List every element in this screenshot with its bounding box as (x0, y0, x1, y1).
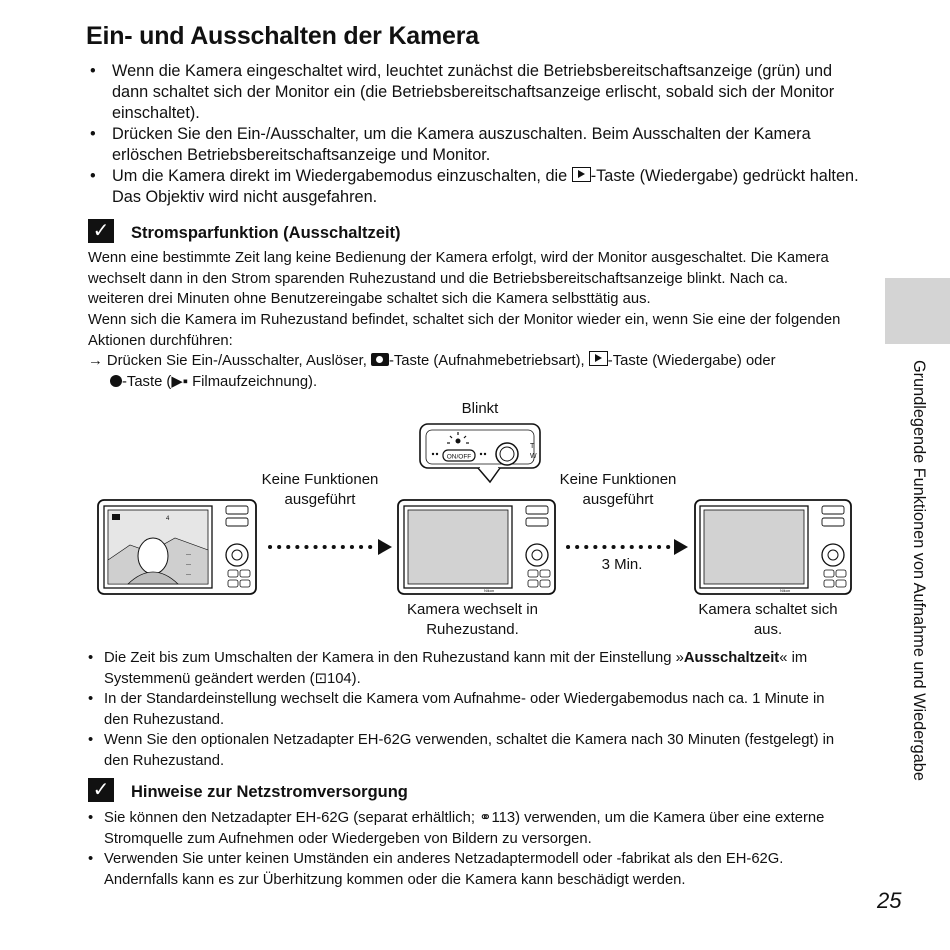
svg-text:4: 4 (166, 516, 170, 522)
time-label: 3 Min. (601, 556, 643, 573)
lower-bullet-1-ref: 104). (326, 670, 361, 687)
intro-bullet-3-text-a: Um die Kamera direkt im Wiedergabemodus einzuschalten, die (112, 167, 572, 185)
camera-sleep-illustration (398, 500, 555, 594)
note2-bullet-1-text-a: Sie können den Netzadapter EH-62G (separat erhältlich; (104, 810, 480, 826)
lower-bullet-1-text-b: « im Systemmenü geändert werden ( (104, 650, 808, 687)
auto-off-setting-name: Ausschaltzeit (683, 650, 780, 666)
power-button-label: ON/OFF (446, 453, 472, 461)
note-icon: ✓ (88, 778, 114, 802)
note2-bullet-1 (88, 808, 848, 849)
sleep-label: Kamera wechselt in Ruhezustand. (407, 601, 538, 638)
auto-off-label: Kamera schaltet sich aus. (698, 601, 838, 638)
page-title: Ein- und Ausschalten der Kamera (86, 22, 479, 50)
note2-bullet-list (88, 808, 848, 890)
lower-bullet-3: • Wenn Sie den optionalen Netzadapter EH-62G verwenden, schaltet die Kamera nach 30 Minuten (festgelegt) in den Ruhezustand. (88, 730, 848, 771)
right-arrow-icon: → (88, 353, 107, 369)
svg-text:—: — (186, 562, 191, 568)
movie-camera-icon: ▶▪ (171, 373, 188, 390)
svg-text:—: — (186, 572, 191, 578)
note1-paragraph-2: Wenn sich die Kamera im Ruhezustand befindet, schaltet sich der Monitor wieder ein, wenn Sie eine der folgenden Aktionen durchführen: (88, 312, 841, 349)
intro-bullet-3-text-b: -Taste (Wiedergabe) gedrückt halten. Das Objektiv wird nicht ausgefahren. (112, 167, 859, 206)
lower-bullet-2: • In der Standardeinstellung wechselt die Kamera vom Aufnahme- oder Wiedergabemodus nach ca. 1 Minute in den Ruhezustand. (88, 689, 848, 730)
note1-heading: Stromsparfunktion (Ausschaltzeit) (131, 224, 401, 242)
dotted-arrow-right (568, 539, 688, 555)
note-icon: ✓ (88, 219, 114, 243)
chapter-side-text: Grundlegende Funktionen von Aufnahme und Wiedergabe (910, 360, 928, 781)
intro-bullet-1: • Wenn die Kamera eingeschaltet wird, leuchtet zunächst die Betriebsbereitschaftsanzeige (grün) und dann schaltet sich der Monitor ein (die Betriebsbereitschaftsanzeige erlischt, sobald sich der Monitor einschaltet). (88, 61, 868, 124)
chapter-side-label (906, 360, 926, 840)
camera-on-illustration (98, 500, 256, 594)
brand-label: Nikon (780, 588, 791, 593)
note1-paragraph-1: Wenn eine bestimmte Zeit lang keine Bedienung der Kamera erfolgt, wird der Monitor ausgeschaltet. Die Kamera wechselt dann in den Strom sparenden Ruhezustand und die Betriebsbereitschaftsanzeige blinkt. Nach ca. weiteren drei Minuten ohne Benutzereingabe schaltet sich die Kamera selbsttätig aus. (88, 250, 829, 307)
intro-bullet-2: • Drücken Sie den Ein-/Ausschalter, um die Kamera auszuschalten. Beim Ausschalten der Kamera erlöschen Betriebsbereitschaftsanzeige und Monitor. (88, 124, 868, 166)
note2-bullet-2: • Verwenden Sie unter keinen Umständen ein anderes Netzadaptermodell oder -fabrikat als den EH-62G. Andernfalls kann es zur Überhitzung kommen oder die Kamera kann beschädigt werden. (88, 849, 848, 890)
note1-action-text-2: -Taste (Aufnahmebetriebsart), (388, 353, 589, 369)
blink-label: Blinkt (461, 400, 499, 417)
page-number: 25 (877, 888, 902, 913)
note1-action-text-5: Filmaufzeichnung). (187, 373, 318, 390)
camera-top-illustration (420, 424, 540, 482)
chapter-tab-marker (885, 278, 950, 344)
svg-text:W: W (530, 453, 537, 460)
note1-action-text-1: Drücken Sie Ein-/Ausschalter, Auslöser, (106, 353, 371, 369)
note2-heading: Hinweise zur Netzstromversorgung (131, 783, 408, 801)
note2-bullet-1-text-b: 113) verwenden, um die Kamera über eine externe Stromquelle zum Aufnehmen oder Wiedergeben von Bildern zu versorgen. (104, 810, 825, 847)
no-operation-label-left: Keine Funktionen ausgeführt (261, 471, 379, 508)
lower-bullet-1-text-a: Die Zeit bis zum Umschalten der Kamera in den Ruhezustand kann mit der Einstellung » (104, 650, 684, 666)
binoculars-reference-icon: ⚭ (479, 810, 492, 826)
dotted-arrow-left (270, 539, 392, 555)
brand-label: Nikon (484, 588, 495, 593)
svg-text:T: T (530, 443, 535, 450)
note1-action-text-4: -Taste ( (122, 373, 172, 390)
no-operation-label-right: Keine Funktionen ausgeführt (559, 471, 677, 508)
lower-bullet-1 (88, 648, 848, 689)
note1-action-text-3: -Taste (Wiedergabe) oder (607, 353, 776, 369)
camera-off-illustration (695, 500, 851, 594)
lower-bullet-list (88, 648, 848, 771)
reference-book-icon: ⊡ (314, 670, 327, 687)
svg-text:—: — (186, 552, 191, 558)
